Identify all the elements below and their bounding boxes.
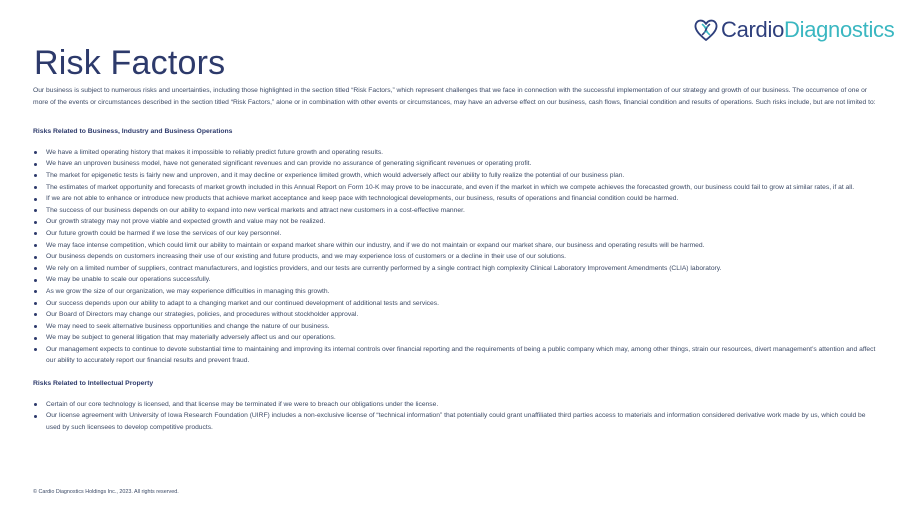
bullet-list — [33, 399, 879, 434]
logo-wordmark-diagnostics: Diagnostics — [784, 17, 895, 42]
list-item: The success of our business depends on our ability to expand into new vertical markets and attract new customers in a cost-effective manner. — [33, 205, 879, 217]
list-item: We may be unable to scale our operations successfully. — [33, 274, 879, 286]
list-item: The market for epigenetic tests is fairly new and unproven, and it may decline or experience limited growth, which would adversely affect our ability to fully realize the potential of our business plan. — [33, 170, 879, 182]
logo-wordmark — [721, 16, 894, 44]
list-item: Our Board of Directors may change our strategies, policies, and procedures without stockholder approval. — [33, 309, 879, 321]
list-item: We have an unproven business model, have not generated significant revenues and can provide no assurance of generating significant revenues or operating profit. — [33, 158, 879, 170]
list-item: We have a limited operating history that makes it impossible to reliably predict future growth and operating results. — [33, 147, 879, 159]
list-item: We may be subject to general litigation that may materially adversely affect us and our operations. — [33, 332, 879, 344]
intro-paragraph: Our business is subject to numerous risks and uncertainties, including those highlighted in the section titled “Risk Factors,” which represent challenges that we face in connection with the successful implementation of our strategy and growth of our business. The occurrence of one or more of the events or circumstances described in the section titled “Risk Factors,” alone or in combination with other events or circumstances, may have an adverse effect on our business, cash flows, financial condition and results of operations. Such risks include, but are not limited to: — [33, 87, 876, 106]
heart-dna-icon — [693, 17, 719, 43]
list-item: Our business depends on customers increasing their use of our existing and future products, and we may experience loss of customers or a decline in their use of our solutions. — [33, 251, 879, 263]
page-title: Risk Factors — [34, 43, 226, 82]
section-ip-risks — [33, 378, 879, 433]
list-item: Certain of our core technology is licensed, and that license may be terminated if we were to breach our obligations under the license. — [33, 399, 879, 411]
copyright-footer: © Cardio Diagnostics Holdings Inc., 2023. All rights reserved. — [33, 489, 179, 495]
list-item: We may need to seek alternative business opportunities and change the nature of our business. — [33, 321, 879, 333]
list-item: We rely on a limited number of suppliers, contract manufacturers, and logistics providers, and our tests are currently performed by a single contract high complexity Clinical Laboratory Improvement Amendments (CLIA) laboratory. — [33, 263, 879, 275]
risk-factors-body — [33, 85, 879, 433]
bullet-list — [33, 147, 879, 367]
section-heading: Risks Related to Intellectual Property — [33, 380, 154, 388]
list-item: Our management expects to continue to devote substantial time to maintaining and improving its internal controls over financial reporting and the requirements of being a public company which may, among other things, strain our resources, divert management’s attention and affect our ability to accurately report our financial results and prevent fraud. — [33, 344, 879, 367]
logo-wordmark-cardio: Cardio — [721, 17, 785, 42]
list-item: Our growth strategy may not prove viable and expected growth and value may not be realized. — [33, 216, 879, 228]
list-item: As we grow the size of our organization, we may experience difficulties in managing this growth. — [33, 286, 879, 298]
list-item: Our future growth could be harmed if we lose the services of our key personnel. — [33, 228, 879, 240]
list-item: Our success depends upon our ability to adapt to a changing market and our continued development of additional tests and services. — [33, 298, 879, 310]
section-heading: Risks Related to Business, Industry and Business Operations — [33, 128, 233, 136]
company-logo — [693, 16, 894, 44]
list-item: The estimates of market opportunity and forecasts of market growth included in this Annual Report on Form 10-K may prove to be inaccurate, and even if the market in which we compete achieves the forecasted growth, our business could fail to grow at similar rates, if at all. — [33, 182, 879, 194]
list-item: If we are not able to enhance or introduce new products that achieve market acceptance and keep pace with technological developments, our business, results of operations and financial condition could be harmed. — [33, 193, 879, 205]
list-item: We may face intense competition, which could limit our ability to maintain or expand market share within our industry, and if we do not maintain or expand our market share, our business and operating results will be harmed. — [33, 240, 879, 252]
section-business-risks — [33, 126, 879, 367]
list-item: Our license agreement with University of Iowa Research Foundation (UIRF) includes a non-exclusive license of “technical information” that potentially could grant unaffiliated third parties access to materials and information considered derivative work made by us, which could be used by such licensees to develop competitive products. — [33, 410, 879, 433]
